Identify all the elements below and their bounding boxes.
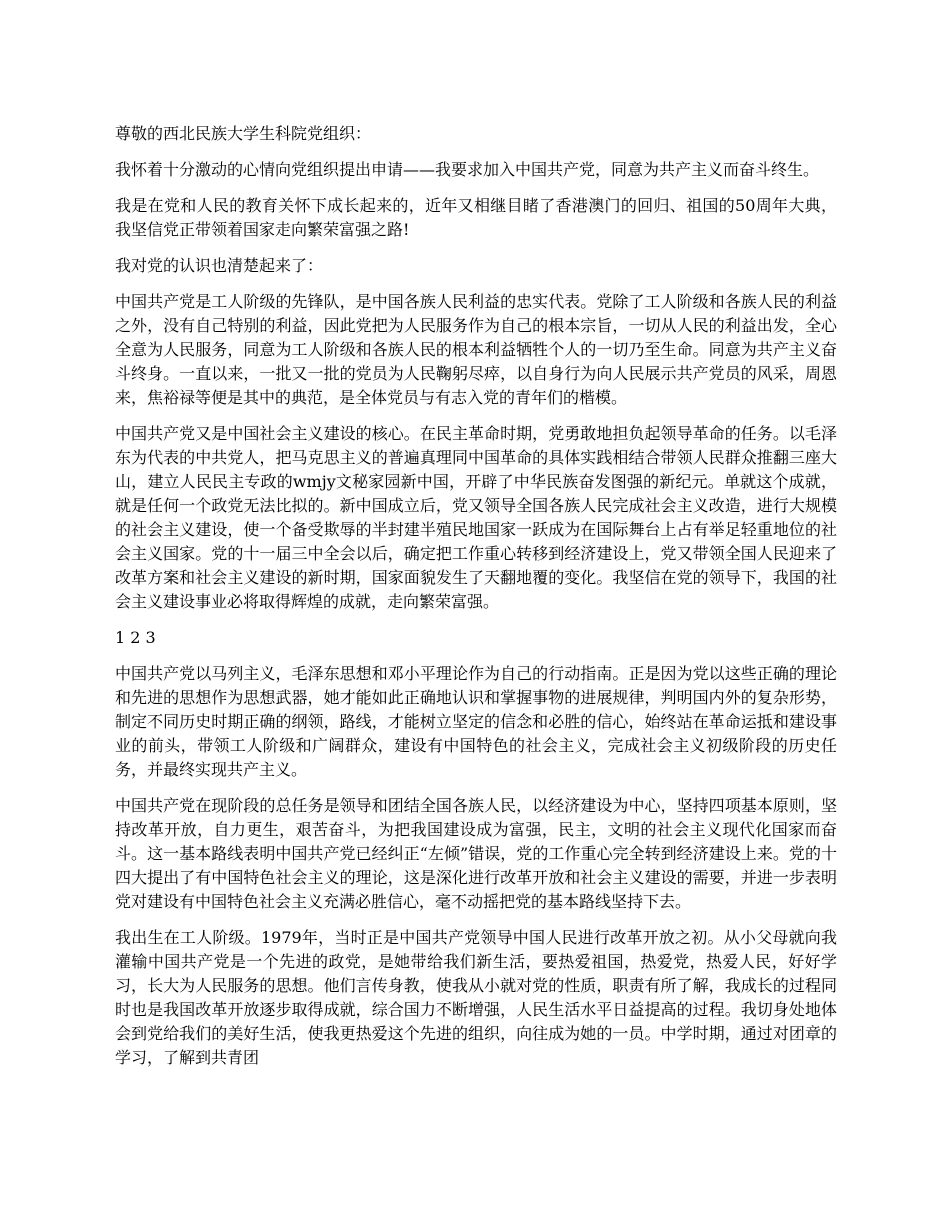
paragraph: 中国共产党是工人阶级的先锋队，是中国各族人民利益的忠实代表。党除了工人阶级和各族人民的利益之外，没有自己特别的利益，因此党把为人民服务作为自己的根本宗旨，一切从人民的利益出发，全心全意为人民服务，同意为工人阶级和各族人民的根本利益牺牲个人的一切乃至生命。同意为共产主义奋斗终身。一直以来，一批又一批的党员为人民鞠躬尽瘁，以自身行为向人民展示共产党员的风采，周恩来，焦裕禄等便是其中的典范，是全体党员与有志入党的青年们的楷模。 — [115, 292, 837, 407]
page-numbers: 1 2 3 — [115, 628, 156, 647]
paragraph: 中国共产党又是中国社会主义建设的核心。在民主革命时期，党勇敢地担负起领导革命的任务。以毛泽东为代表的中共党人，把马克思主义的普遍真理同中国革命的具体实践相结合带领人民群众推翻三座大山，建立人民民主专政的wmjy文秘家园新中国，开辟了中华民族奋发图强的新纪元。单就这个成就，就是任何一个政党无法比拟的。新中国成立后，党又领导全国各族人民完成社会主义改造，进行大规模的社会主义建设，使一个备受欺辱的半封建半殖民地国家一跃成为在国际舞台上占有举足轻重地位的社会主义国家。党的十一届三中全会以后，确定把工作重心转移到经济建设上，党又带领全国人民迎来了改革方案和社会主义建设的新时期，国家面貌发生了天翻地覆的变化。我坚信在党的领导下，我国的社会主义建设事业必将取得辉煌的成就，走向繁荣富强。 — [115, 424, 837, 611]
paragraph: 我是在党和人民的教育关怀下成长起来的，近年又相继目睹了香港澳门的回归、祖国的50周年大典，我坚信党正带领着国家走向繁荣富强之路! — [115, 196, 837, 239]
paragraph: 我出生在工人阶级。1979年，当时正是中国共产党领导中国人民进行改革开放之初。从小父母就向我灌输中国共产党是一个先进的政党，是她带给我们新生活，要热爱祖国，热爱党，热爱人民，好好学习，长大为人民服务的思想。他们言传身教，使我从小就对党的性质，职责有所了解，我成长的过程同时也是我国改革开放逐步取得成就，综合国力不断增强，人民生活水平日益提高的过程。我切身处地体会到党给我们的美好生活，使我更热爱这个先进的组织，向往成为她的一员。中学时期，通过对团章的学习，了解到共青团 — [115, 928, 837, 1067]
paragraph: 中国共产党以马列主义，毛泽东思想和邓小平理论作为自己的行动指南。正是因为党以这些正确的理论和先进的思想作为思想武器，她才能如此正确地认识和掌握事物的进展规律，判明国内外的复杂形势，制定不同历史时期正确的纲领，路线，才能树立坚定的信念和必胜的信心，始终站在革命运抵和建设事业的前头，带领工人阶级和广阔群众，建设有中国特色的社会主义，完成社会主义初级阶段的历史任务，并最终实现共产主义。 — [115, 664, 837, 779]
paragraph: 中国共产党在现阶段的总任务是领导和团结全国各族人民，以经济建设为中心，坚持四项基本原则，坚持改革开放，自力更生，艰苦奋斗，为把我国建设成为富强，民主，文明的社会主义现代化国家而奋斗。这一基本路线表明中国共产党已经纠正“左倾”错误，党的工作重心完全转到经济建设上来。党的十四大提出了有中国特色社会主义的理论，这是深化进行改革开放和社会主义建设的需要，并进一步表明党对建设有中国特色社会主义充满必胜信心，毫不动摇把党的基本路线坚持下去。 — [115, 796, 837, 911]
paragraph: 我怀着十分激动的心情向党组织提出申请——我要求加入中国共产党，同意为共产主义而奋斗终生。 — [115, 160, 820, 179]
document-body — [115, 122, 837, 1082]
paragraph: 我对党的认识也清楚起来了： — [115, 256, 324, 275]
salutation: 尊敬的西北民族大学生科院党组织： — [115, 124, 372, 143]
